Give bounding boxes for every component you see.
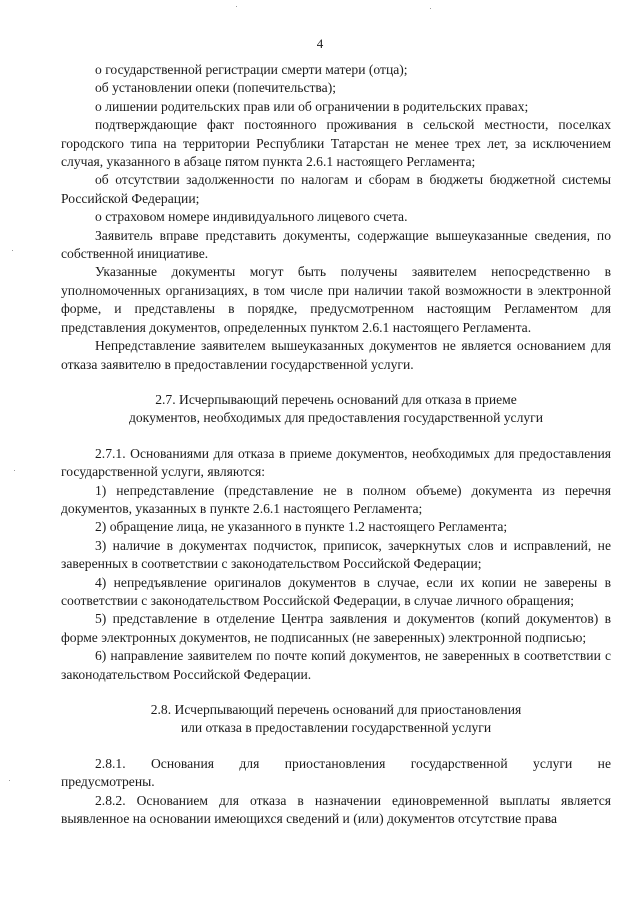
scan-speck bbox=[14, 470, 15, 471]
list-item-2-7-1-4: 4) непредъявление оригиналов документов в случае, если их копии не заверены в соответствии с законодательством Российской Федерации, в случае личного обращения; bbox=[61, 574, 611, 608]
list-item-2-7-1-1: 1) непредставление (представление не в полном объеме) документа из перечня документов, указанных в пункте 2.6.1 настоящего Регламента; bbox=[61, 482, 611, 516]
paragraph-2-8-1-line1: 2.8.1. Основания для приостановления государственной услуги не bbox=[95, 755, 611, 771]
section-2-8-heading-line2: или отказа в предоставлении государственной услуги bbox=[180, 720, 492, 736]
paragraph-documents-obtained: Указанные документы могут быть получены заявителем непосредственно в уполномоченных организациях, в том числе при наличии такой возможности в электронной форме, и представлены в порядке, предусмотренном настоящим Регламентом для представления документов, определенных пунктом 2.6.1 настоящего Регламента. bbox=[61, 264, 611, 335]
scan-speck bbox=[236, 6, 237, 7]
paragraph-non-submission: Непредставление заявителем вышеуказанных документов не является основанием для отказа заявителю в предоставлении государственной услуги. bbox=[61, 338, 611, 372]
section-2-7-heading-line1: 2.7. Исчерпывающий перечень оснований для отказа в приеме bbox=[155, 391, 517, 407]
list-item-2-7-1-6: 6) направление заявителем по почте копий документов, не заверенных в соответствии с законодательством Российской Федерации. bbox=[61, 648, 611, 682]
paragraph-2-8-2: 2.8.2. Основанием для отказа в назначении единовременной выплаты является выявленное на основании имеющихся сведений и (или) документов отсутствие права bbox=[61, 792, 611, 827]
scan-speck bbox=[9, 780, 10, 781]
paragraph-insurance-number: о страховом номере индивидуального лицевого счета. bbox=[95, 209, 408, 225]
scan-speck bbox=[12, 250, 13, 251]
paragraph-parental-rights: о лишении родительских прав или об ограничении в родительских правах; bbox=[95, 98, 529, 114]
paragraph-2-7-1: 2.7.1. Основаниями для отказа в приеме документов, необходимых для предоставления государственной услуги, являются: bbox=[61, 445, 611, 480]
paragraph-guardianship: об установлении опеки (попечительства); bbox=[95, 80, 337, 96]
document-body bbox=[61, 61, 611, 828]
list-item-2-7-1-5: 5) представление в отделение Центра заявления и документов (копий документов) в форме электронных документов, не подписанных (не заверенных) электронной подписью; bbox=[61, 611, 611, 645]
page-number: 4 bbox=[316, 36, 324, 51]
paragraph-2-8-1-line2: предусмотрены. bbox=[61, 774, 155, 790]
list-item-2-7-1-2: 2) обращение лица, не указанного в пункте 1.2 настоящего Регламента; bbox=[95, 519, 508, 535]
paragraph-tax-debt: об отсутствии задолженности по налогам и сборам в бюджеты бюджетной системы Российской Федерации; bbox=[61, 172, 611, 206]
section-2-8-heading-line1: 2.8. Исчерпывающий перечень оснований для приостановления bbox=[150, 702, 522, 717]
scan-speck bbox=[430, 8, 431, 9]
section-2-7-heading-line2: документов, необходимых для предоставления государственной услуги bbox=[128, 410, 544, 426]
paragraph-death-registration: о государственной регистрации смерти матери (отца); bbox=[95, 62, 408, 77]
paragraph-applicant-right: Заявитель вправе представить документы, содержащие вышеуказанные сведения, по собственной инициативе. bbox=[61, 227, 611, 262]
paragraph-rural-residence: подтверждающие факт постоянного проживания в сельской местности, поселках городского типа на территории Республики Татарстан не менее трех лет, за исключением случая, указанного в абзаце пятом пункта 2.6.1 настоящего Регламента; bbox=[61, 117, 611, 170]
list-item-2-7-1-3: 3) наличие в документах подчисток, приписок, зачеркнутых слов и исправлений, не заверенных в соответствии с законодательством Российской Федерации; bbox=[61, 537, 611, 572]
